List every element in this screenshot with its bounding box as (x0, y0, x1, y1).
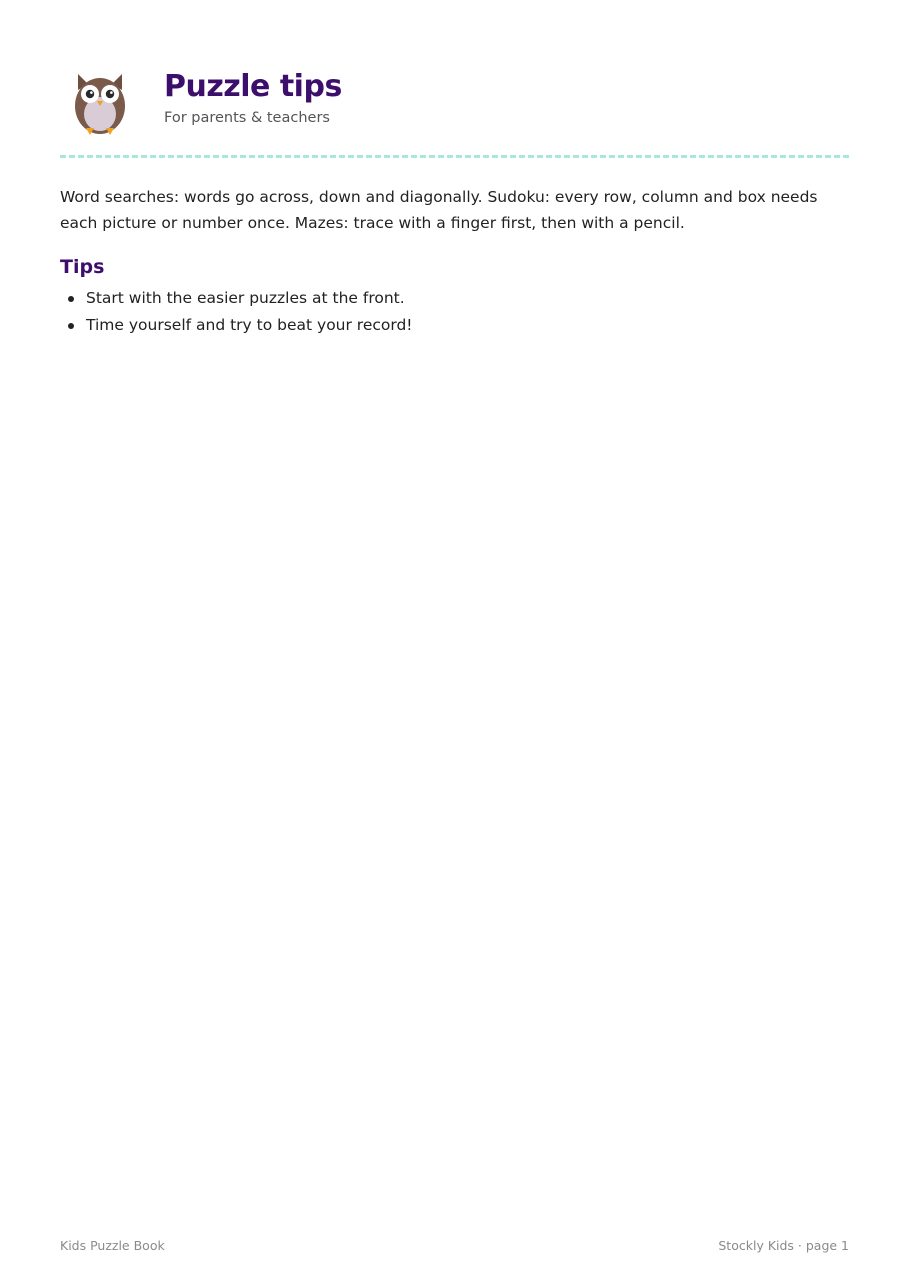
tip-item: Start with the easier puzzles at the front. (86, 285, 413, 312)
owl-icon (72, 70, 128, 136)
footer-page-number: Stockly Kids · page 1 (718, 1238, 849, 1253)
page-title: Puzzle tips (164, 69, 342, 104)
tip-item: Time yourself and try to beat your record! (86, 312, 413, 339)
footer-book-title: Kids Puzzle Book (60, 1238, 165, 1253)
page-subtitle: For parents & teachers (164, 110, 330, 126)
document-page (60, 0, 849, 1287)
header-divider (60, 155, 849, 158)
intro-paragraph: Word searches: words go across, down and diagonally. Sudoku: every row, column and box needs each picture or number once. Mazes: trace with a finger first, then with a pencil. (60, 188, 818, 232)
page-header (60, 68, 849, 140)
tips-heading: Tips (60, 256, 105, 278)
tips-list (60, 285, 413, 339)
